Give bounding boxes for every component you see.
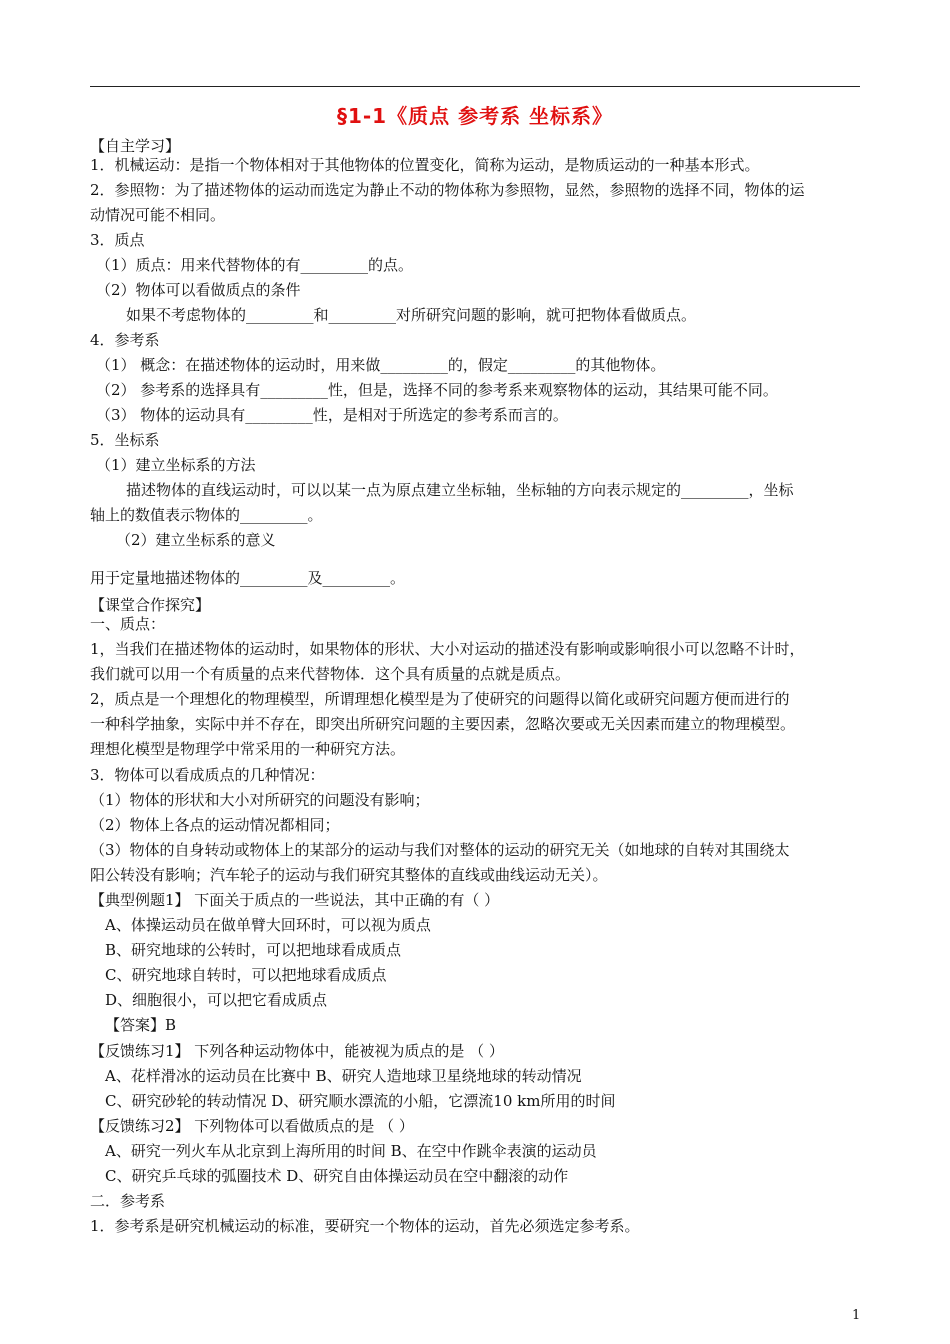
item-heading: 一、质点： — [90, 615, 166, 633]
paragraph-line: 轴上的数值表示物体的_________。 — [90, 506, 323, 524]
paragraph-line: （1） 概念：在描述物体的运动时，用来做_________的，假定_________的其他物体。 — [96, 356, 666, 374]
paragraph-line: 2．参照物：为了描述物体的运动而选定为静止不动的物体称为参照物，显然，参照物的选择不同，物体的运 — [90, 181, 805, 199]
paragraph-line: （3） 物体的运动具有_________性，是相对于所选定的参考系而言的。 — [96, 406, 568, 424]
paragraph-line: 1，当我们在描述物体的运动时，如果物体的形状、大小对运动的描述没有影响或影响很小可以忽略不计时， — [90, 640, 805, 658]
answer-option: B、研究地球的公转时，可以把地球看成质点 — [105, 941, 402, 959]
paragraph-line: 一种科学抽象，实际中并不存在，即突出所研究问题的主要因素，忽略次要或无关因素而建立的物理模型。 — [90, 715, 796, 733]
section-heading: 【课堂合作探究】 — [90, 596, 211, 614]
example-question: 【典型例题1】 下面关于质点的一些说法，其中正确的有（ ） — [90, 891, 500, 909]
answer-key: 【答案】B — [105, 1016, 177, 1034]
paragraph-line: （2） 参考系的选择具有_________性，但是，选择不同的参考系来观察物体的运动，其结果可能不同。 — [96, 381, 778, 399]
paragraph-line: 理想化模型是物理学中常采用的一种研究方法。 — [90, 740, 406, 758]
paragraph-line: 我们就可以用一个有质量的点来代替物体．这个具有质量的点就是质点。 — [90, 665, 571, 683]
answer-option: C、研究乒乓球的弧圈技术 D、研究自由体操运动员在空中翻滚的动作 — [105, 1167, 569, 1185]
paragraph-line: 如果不考虑物体的_________和_________对所研究问题的影响，就可把物体看做质点。 — [126, 306, 697, 324]
paragraph-line: 用于定量地描述物体的_________及_________。 — [90, 569, 406, 587]
paragraph-line: （1）建立坐标系的方法 — [96, 456, 256, 474]
page-title: §1-1《质点 参考系 坐标系》 — [336, 104, 614, 128]
page-number: 1 — [852, 1308, 861, 1323]
paragraph-line: 1．机械运动：是指一个物体相对于其他物体的位置变化，简称为运动，是物质运动的一种基本形式。 — [90, 156, 760, 174]
paragraph-line: （1）质点：用来代替物体的有_________的点。 — [96, 256, 414, 274]
paragraph-line: （2）建立坐标系的意义 — [116, 531, 276, 549]
answer-option: A、花样滑冰的运动员在比赛中 B、研究人造地球卫星绕地球的转动情况 — [105, 1067, 582, 1085]
item-heading: 3．物体可以看成质点的几种情况： — [90, 766, 325, 784]
paragraph-line: （3）物体的自身转动或物体上的某部分的运动与我们对整体的运动的研究无关（如地球的自转对其围绕太 — [90, 841, 790, 859]
answer-option: D、细胞很小，可以把它看成质点 — [105, 991, 328, 1009]
paragraph-line: 描述物体的直线运动时，可以以某一点为原点建立坐标轴，坐标轴的方向表示规定的_________，坐标 — [126, 481, 794, 499]
answer-option: A、体操运动员在做单臂大回环时，可以视为质点 — [105, 916, 431, 934]
item-heading: 二．参考系 — [90, 1192, 166, 1210]
item-heading: 5．坐标系 — [90, 431, 160, 449]
answer-option: A、研究一列火车从北京到上海所用的时间 B、在空中作跳伞表演的运动员 — [105, 1142, 597, 1160]
section-heading: 【自主学习】 — [90, 137, 181, 155]
exercise-question: 【反馈练习2】 下列物体可以看做质点的是 （ ） — [90, 1117, 414, 1135]
header-rule — [90, 86, 860, 87]
paragraph-line: 1．参考系是研究机械运动的标准，要研究一个物体的运动，首先必须选定参考系。 — [90, 1217, 640, 1235]
paragraph-line: 2，质点是一个理想化的物理模型，所谓理想化模型是为了使研究的问题得以简化或研究问题方便而进行的 — [90, 690, 790, 708]
exercise-question: 【反馈练习1】 下列各种运动物体中，能被视为质点的是 （ ） — [90, 1042, 504, 1060]
answer-option: C、研究砂轮的转动情况 D、研究顺水漂流的小船，它漂流10 km所用的时间 — [105, 1092, 616, 1110]
paragraph-line: （1）物体的形状和大小对所研究的问题没有影响； — [90, 791, 430, 809]
answer-option: C、研究地球自转时，可以把地球看成质点 — [105, 966, 387, 984]
item-heading: 4．参考系 — [90, 331, 160, 349]
paragraph-line: 动情况可能不相同。 — [90, 206, 226, 224]
paragraph-line: 阳公转没有影响；汽车轮子的运动与我们研究其整体的直线或曲线运动无关）。 — [90, 866, 608, 884]
paragraph-line: （2）物体上各点的运动情况都相同； — [90, 816, 340, 834]
item-heading: 3．质点 — [90, 231, 145, 249]
paragraph-line: （2）物体可以看做质点的条件 — [96, 281, 301, 299]
